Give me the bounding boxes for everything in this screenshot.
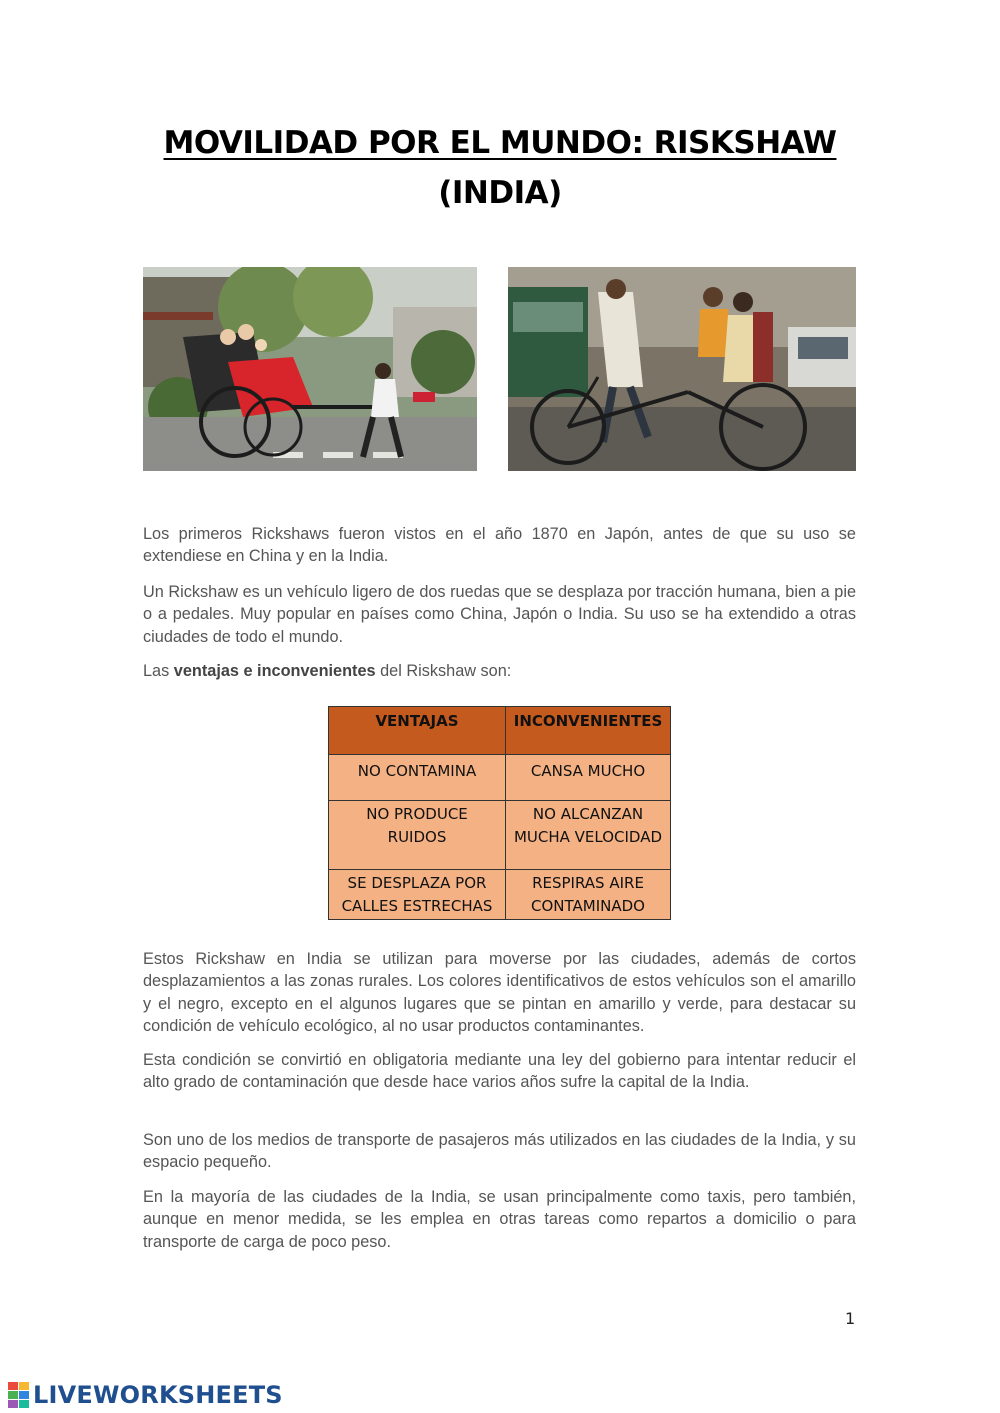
- liveworksheets-logo[interactable]: [8, 1381, 283, 1409]
- header-ventajas: VENTAJAS: [329, 707, 506, 755]
- table-cell: CANSA MUCHO: [506, 755, 671, 801]
- title-line-1: MOVILIDAD POR EL MUNDO: RISKSHAW: [163, 125, 837, 161]
- paragraph-usage: Estos Rickshaw en India se utilizan para moverse por las ciudades, además de cortos desplazamientos a las zonas rurales. Los colores identificativos de estos vehículos son el amarillo y el negro, excepto en el algunos lugares que se pintan en amarillo y verde, para destacar su condición de vehículo ecológico, al no usar productos contaminantes.: [143, 950, 856, 1035]
- table-cell: NO CONTAMINA: [329, 755, 506, 801]
- table-cell: RESPIRAS AIRE CONTAMINADO: [506, 870, 671, 920]
- rickshaw-japan-photo: [143, 267, 477, 471]
- footer-brand: LIVEWORKSHEETS: [33, 1381, 283, 1409]
- page-number: 1: [845, 1309, 856, 1328]
- paragraph-history: Los primeros Rickshaws fueron vistos en el año 1870 en Japón, antes de que su uso se extendiese en China y en la India.: [143, 525, 856, 566]
- liveworksheets-blocks-icon: [8, 1382, 30, 1408]
- table-row: [329, 870, 671, 920]
- paragraph-law: Esta condición se convirtió en obligatoria mediante una ley del gobierno para intentar reducir el alto grado de contaminación que desde hace varios años sufre la capital de la India.: [143, 1051, 856, 1092]
- table-cell: NO ALCANZAN MUCHA VELOCIDAD: [506, 801, 671, 870]
- paragraph-transport: Son uno de los medios de transporte de pasajeros más utilizados en las ciudades de la India, y su espacio pequeño.: [143, 1131, 856, 1172]
- intro-text-bold: ventajas e inconvenientes: [173, 662, 376, 680]
- table-header-row: [329, 707, 671, 755]
- advantages-table: [328, 706, 671, 920]
- header-inconvenientes: INCONVENIENTES: [506, 707, 671, 755]
- intro-text-post: del Riskshaw son:: [375, 662, 512, 680]
- table-row: [329, 801, 671, 870]
- paragraph-taxis: En la mayoría de las ciudades de la India, se usan principalmente como taxis, pero también, aunque en menor medida, se les emplea en otras tareas como repartos a domicilio o para transporte de carga de poco peso.: [143, 1188, 856, 1251]
- intro-text-pre: Las: [143, 662, 174, 680]
- table-cell: SE DESPLAZA POR CALLES ESTRECHAS: [329, 870, 506, 920]
- title-line-2: (INDIA): [438, 175, 562, 211]
- table-cell: NO PRODUCE RUIDOS: [329, 801, 506, 870]
- table-row: [329, 755, 671, 801]
- document-title: [0, 118, 1000, 218]
- paragraph-intro-table: [143, 660, 856, 682]
- paragraph-definition: Un Rickshaw es un vehículo ligero de dos ruedas que se desplaza por tracción humana, bien a pie o a pedales. Muy popular en países como China, Japón o India. Su uso se ha extendido a otras ciudades de todo el mundo.: [143, 583, 856, 646]
- cycle-rickshaw-india-photo: [508, 267, 856, 471]
